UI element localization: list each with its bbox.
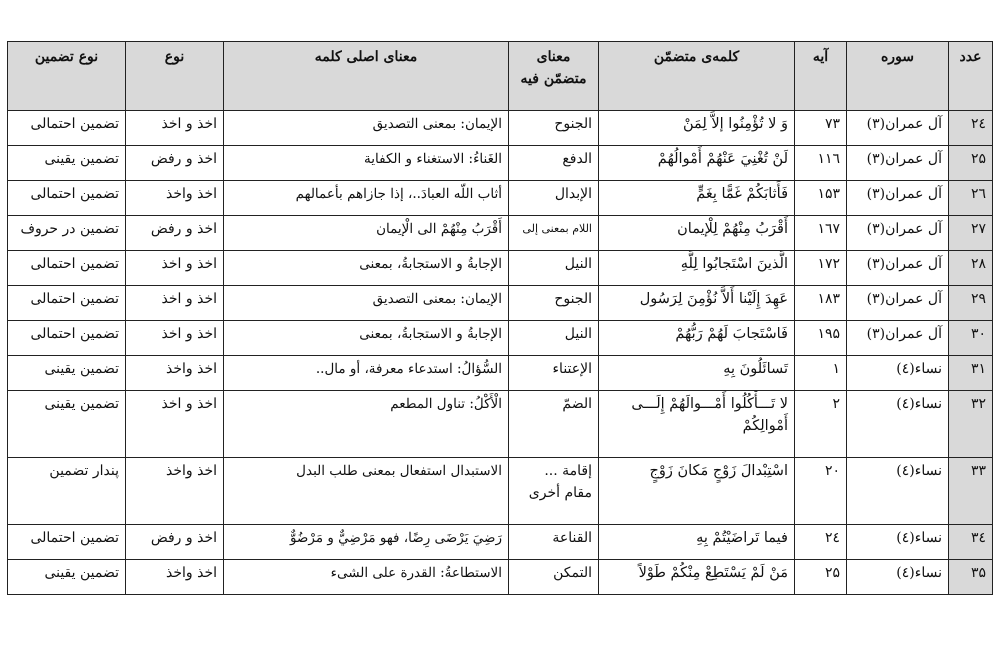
cell-naw-tazmin: تضمین یقینی — [8, 146, 126, 181]
cell-kalame: عَهِدَ إِلَيْنا أَلاَّ نُؤْمِنَ لِرَسُول — [599, 286, 795, 321]
cell-mana-mutazamman: القناعة — [509, 525, 599, 560]
cell-mana-asli: الإیمان: بمعنی التصدیق — [224, 286, 509, 321]
cell-mana-mutazamman: الإبدال — [509, 181, 599, 216]
cell-mana-mutazamman: الدفع — [509, 146, 599, 181]
table-row — [8, 391, 993, 458]
cell-mana-mutazamman: الجنوح — [509, 286, 599, 321]
cell-aye: ۱۹۵ — [795, 321, 847, 356]
header-row — [8, 42, 993, 111]
cell-aye: ۱۸۳ — [795, 286, 847, 321]
table-row — [8, 356, 993, 391]
table-row — [8, 216, 993, 251]
cell-number: ۲۸ — [949, 251, 993, 286]
table-row — [8, 111, 993, 146]
cell-naw-tazmin: پندار تضمین — [8, 458, 126, 525]
cell-naw: اخذ واخذ — [126, 560, 224, 595]
cell-number: ۲٤ — [949, 111, 993, 146]
cell-aye: ۱ — [795, 356, 847, 391]
cell-aye: ۱٦۷ — [795, 216, 847, 251]
cell-aye: ۱۵۳ — [795, 181, 847, 216]
cell-number: ۳۳ — [949, 458, 993, 525]
cell-number: ۲۹ — [949, 286, 993, 321]
cell-surah: آل عمران(۳) — [847, 216, 949, 251]
cell-number: ۲۷ — [949, 216, 993, 251]
cell-surah: آل عمران(۳) — [847, 181, 949, 216]
cell-number: ۳۰ — [949, 321, 993, 356]
cell-kalame: فيما تَراضَيْتُمْ بِهِ — [599, 525, 795, 560]
cell-naw: اخذ و اخذ — [126, 321, 224, 356]
table-row — [8, 560, 993, 595]
cell-naw: اخذ و اخذ — [126, 111, 224, 146]
table-row — [8, 146, 993, 181]
cell-mana-mutazamman: إقامة ... مقام أخری — [509, 458, 599, 525]
cell-surah: آل عمران(۳) — [847, 111, 949, 146]
cell-mana-asli: أَقْرَبُ مِنْهُمْ الی الْإیمان — [224, 216, 509, 251]
cell-kalame: مَنْ لَمْ يَسْتَطِعْ مِنْكُمْ طَوْلاً — [599, 560, 795, 595]
cell-mana-asli: الْأَكْلُ: تناول المطعم — [224, 391, 509, 458]
cell-number: ۳۵ — [949, 560, 993, 595]
cell-mana-mutazamman: الجنوح — [509, 111, 599, 146]
cell-naw: اخذ و رفض — [126, 146, 224, 181]
table-row — [8, 321, 993, 356]
cell-number: ۲۵ — [949, 146, 993, 181]
cell-kalame: اسْتِبْدالَ زَوْجٍ مَكانَ زَوْجٍ — [599, 458, 795, 525]
cell-naw-tazmin: تضمین در حروف — [8, 216, 126, 251]
cell-kalame: أَقْرَبُ مِنْهُمْ لِلْإيمان — [599, 216, 795, 251]
cell-mana-asli: الإجابةُ و الاستجابةُ، بمعنی — [224, 251, 509, 286]
table-row — [8, 181, 993, 216]
cell-mana-asli: السُّؤالُ: استدعاء معرفة، أو مال.. — [224, 356, 509, 391]
cell-naw-tazmin: تضمین احتمالی — [8, 251, 126, 286]
cell-naw-tazmin: تضمین احتمالی — [8, 181, 126, 216]
cell-surah: نساء(٤) — [847, 391, 949, 458]
cell-aye: ۲ — [795, 391, 847, 458]
table-row — [8, 458, 993, 525]
header-mana-mutazamman: معنای متضمّن فیه — [509, 42, 599, 111]
cell-aye: ۷۳ — [795, 111, 847, 146]
cell-mana-asli: الإیمان: بمعنی التصدیق — [224, 111, 509, 146]
header-surah: سوره — [847, 42, 949, 111]
cell-surah: آل عمران(۳) — [847, 146, 949, 181]
cell-aye: ۱۱٦ — [795, 146, 847, 181]
cell-naw: اخذ واخذ — [126, 356, 224, 391]
cell-kalame: تَسائَلُونَ بِهِ — [599, 356, 795, 391]
cell-kalame: الَّذينَ اسْتَجابُوا لِلَّهِ — [599, 251, 795, 286]
cell-mana-asli: الإجابةُ و الاستجابةُ، بمعنی — [224, 321, 509, 356]
cell-kalame: فَأَثابَكُمْ غَمًّا بِغَمٍّ — [599, 181, 795, 216]
cell-mana-asli: الغَناءُ: الاستغناء و الکفایة — [224, 146, 509, 181]
cell-kalame: لا تَـــأْكُلُوا أَمْـــوالَهُمْ إِلَـــى أَمْوالِكُمْ — [599, 391, 795, 458]
cell-surah: نساء(٤) — [847, 458, 949, 525]
cell-aye: ۲۰ — [795, 458, 847, 525]
cell-surah: آل عمران(۳) — [847, 286, 949, 321]
cell-surah: نساء(٤) — [847, 525, 949, 560]
cell-naw: اخذ و اخذ — [126, 251, 224, 286]
cell-mana-asli: أثاب اللّه العبادَ..، إذا جازاهم بأعمالهم — [224, 181, 509, 216]
cell-mana-asli: الاستطاعةُ: القدرة علی الشیء — [224, 560, 509, 595]
cell-mana-asli: الاستبدال استفعال بمعنی طلب البدل — [224, 458, 509, 525]
cell-kalame: لَنْ تُغْنِيَ عَنْهُمْ أَمْوالُهُمْ — [599, 146, 795, 181]
cell-mana-mutazamman: اللام بمعنی إلی — [509, 216, 599, 251]
cell-mana-mutazamman: النیل — [509, 321, 599, 356]
cell-aye: ۱۷۲ — [795, 251, 847, 286]
header-aye: آیه — [795, 42, 847, 111]
cell-mana-mutazamman: الإعتناء — [509, 356, 599, 391]
cell-naw-tazmin: تضمین یقینی — [8, 391, 126, 458]
cell-mana-mutazamman: الضمّ — [509, 391, 599, 458]
cell-kalame: فَاسْتَجابَ لَهُمْ رَبُّهُمْ — [599, 321, 795, 356]
header-naw: نوع — [126, 42, 224, 111]
cell-naw: اخذ واخذ — [126, 458, 224, 525]
cell-mana-mutazamman: النیل — [509, 251, 599, 286]
cell-number: ۲٦ — [949, 181, 993, 216]
header-naw-tazmin: نوع تضمین — [8, 42, 126, 111]
cell-kalame: وَ لا تُؤْمِنُوا إلاَّ لِمَنْ — [599, 111, 795, 146]
cell-naw: اخذ و رفض — [126, 216, 224, 251]
cell-naw: اخذ و رفض — [126, 525, 224, 560]
header-number: عدد — [949, 42, 993, 111]
cell-naw-tazmin: تضمین یقینی — [8, 560, 126, 595]
cell-number: ۳٤ — [949, 525, 993, 560]
cell-mana-mutazamman: التمکن — [509, 560, 599, 595]
cell-surah: نساء(٤) — [847, 356, 949, 391]
cell-naw-tazmin: تضمین احتمالی — [8, 286, 126, 321]
cell-naw: اخذ واخذ — [126, 181, 224, 216]
table-row — [8, 286, 993, 321]
table-row — [8, 525, 993, 560]
cell-number: ۳۱ — [949, 356, 993, 391]
cell-naw-tazmin: تضمین احتمالی — [8, 111, 126, 146]
cell-aye: ۲٤ — [795, 525, 847, 560]
table-row — [8, 251, 993, 286]
cell-aye: ۲۵ — [795, 560, 847, 595]
header-mana-asli: معنای اصلی کلمه — [224, 42, 509, 111]
cell-surah: نساء(٤) — [847, 560, 949, 595]
header-kalame: کلمه‌ی متضمّن — [599, 42, 795, 111]
cell-surah: آل عمران(۳) — [847, 321, 949, 356]
cell-naw-tazmin: تضمین یقینی — [8, 356, 126, 391]
cell-naw: اخذ و اخذ — [126, 286, 224, 321]
cell-naw: اخذ و اخذ — [126, 391, 224, 458]
tazmin-table — [7, 41, 993, 595]
cell-mana-asli: رَضِيَ يَرْضَى رِضًا، فهو مَرْضِيٌّ و مَرْضُوٌّ — [224, 525, 509, 560]
cell-surah: آل عمران(۳) — [847, 251, 949, 286]
cell-number: ۳۲ — [949, 391, 993, 458]
cell-naw-tazmin: تضمین احتمالی — [8, 321, 126, 356]
cell-naw-tazmin: تضمین احتمالی — [8, 525, 126, 560]
